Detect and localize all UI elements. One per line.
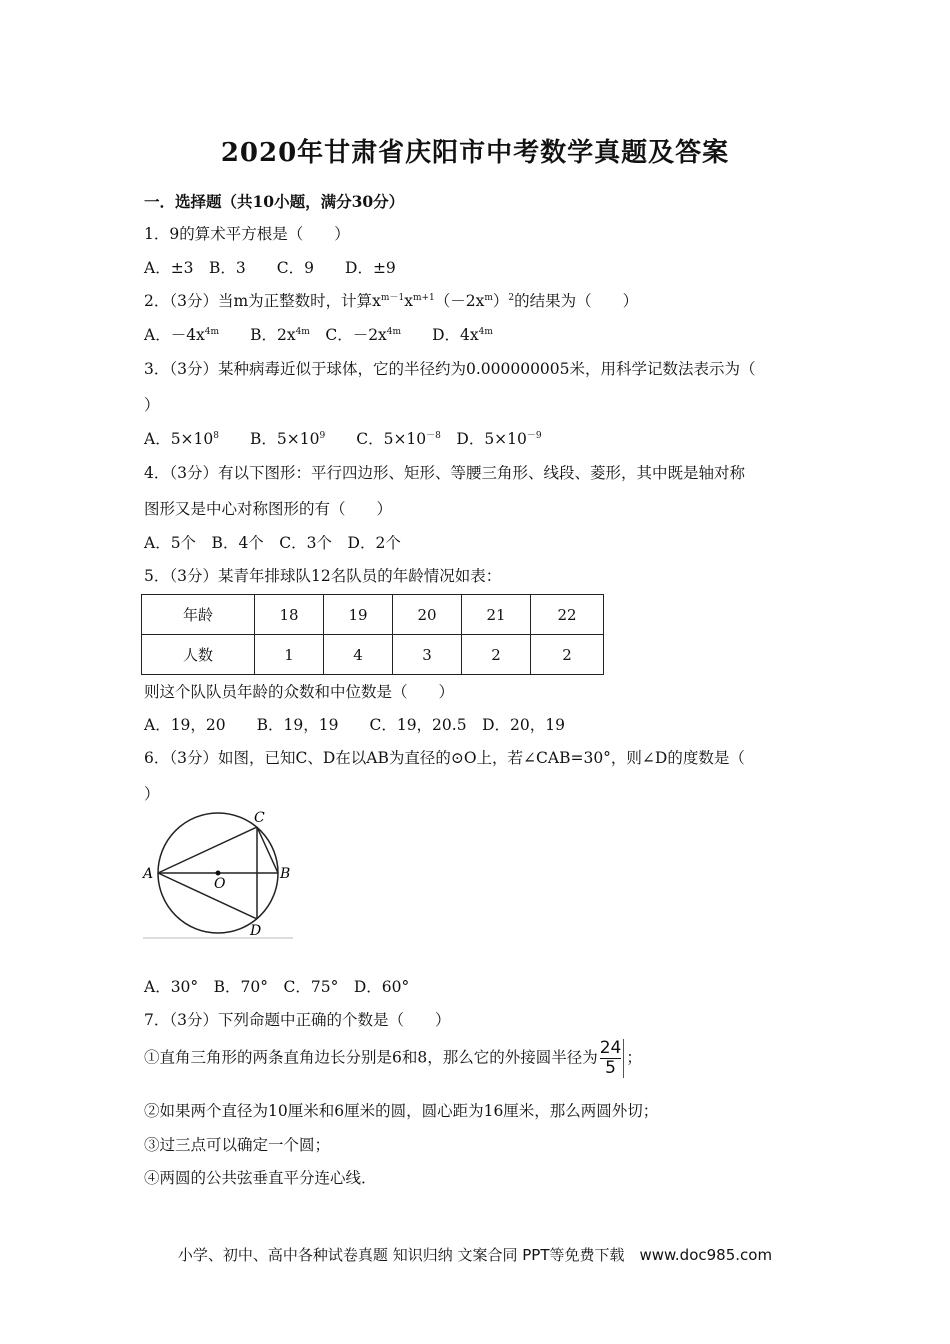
question-5-stem: 5．（3分）某青年排球队12名队员的年龄情况如表：	[144, 567, 502, 585]
table-cell-label: 人数	[142, 635, 255, 675]
footer-text: 小学、初中、高中各种试卷真题 知识归纳 文案合同 PPT等免费下载 www.doc985.com	[177, 1246, 773, 1264]
statement-4: ④两圆的公共弦垂直平分连心线．	[144, 1169, 377, 1187]
question-3-options: A．$5\times 10^8$ B．$5\times 10^9$ C．$5\times 10^{-8}$ D．$5\times 10^{-9}$	[144, 430, 542, 448]
question-6-stem: 6．（3分）如图，已知C、D在以AB为直径的⊙O上，若∠CAB=30°，则∠D的度数是（	[144, 749, 745, 767]
table-cell: 4	[324, 635, 393, 675]
table-row	[142, 595, 604, 635]
question-3-stem-cont: ）	[144, 396, 160, 414]
statement-3: ③过三点可以确定一个圆；	[144, 1136, 331, 1154]
table-cell: 18	[255, 595, 324, 635]
question-1-stem: 1．9的算术平方根是（ ）	[144, 225, 350, 243]
table-cell: 2	[531, 635, 604, 675]
chord-cb	[257, 827, 278, 873]
question-2-options: A．$-4x^{4m}$ B．$2x^{4m}$ C．$-2x^{4m}$ D．$4x^{4m}$	[144, 326, 493, 344]
point-label-d: D	[250, 923, 262, 939]
question-4-stem: 4．（3分）有以下图形：平行四边形、矩形、等腰三角形、线段、菱形，其中既是轴对称	[144, 464, 745, 482]
statement-2: ②如果两个直径为10厘米和6厘米的圆，圆心距为16厘米，那么两圆外切；	[144, 1102, 659, 1120]
question-5-options: A．19，20 B．19，19 C．19，20.5 D．20，19	[144, 716, 565, 734]
question-6-options: A．30° B．70° C．75° D．60°	[144, 978, 410, 996]
point-label-c: C	[254, 810, 265, 826]
age-table	[141, 594, 604, 675]
table-row	[142, 635, 604, 675]
fraction-24-over-5: $\frac{24}{5}$	[600, 1039, 625, 1078]
center-point	[216, 871, 221, 876]
point-label-o: O	[214, 876, 226, 892]
table-cell: 3	[393, 635, 462, 675]
point-label-a: A	[143, 866, 154, 882]
question-4-options: A．5个 B．4个 C．3个 D．2个	[144, 534, 401, 552]
table-cell: 20	[393, 595, 462, 635]
question-3-stem: 3．（3分）某种病毒近似于球体，它的半径约为0.000000005米，用科学记数法表示为（	[144, 360, 756, 378]
table-cell: 2	[462, 635, 531, 675]
table-cell: 1	[255, 635, 324, 675]
table-cell: 22	[531, 595, 604, 635]
point-label-b: B	[280, 866, 291, 882]
question-1-options: A．±3 B．3 C．9 D．±9	[144, 259, 396, 277]
question-6-stem-cont: ）	[144, 785, 160, 803]
question-4-stem-cont: 图形又是中心对称图形的有（ ）	[144, 500, 393, 518]
table-cell-label: 年龄	[142, 595, 255, 635]
circle-geometry-figure	[141, 806, 296, 941]
section-heading: 一．选择题（共10小题，满分30分）	[144, 192, 405, 211]
page-title: 2020年甘肃省庆阳市中考数学真题及答案	[220, 138, 730, 168]
table-cell: 19	[324, 595, 393, 635]
question-5-question: 则这个队队员年龄的众数和中位数是（ ）	[144, 683, 455, 701]
table-cell: 21	[462, 595, 531, 635]
question-2-stem: 2．（3分）当m为正整数时，计算$x^{m-1}x^{m+1}(-2x^m)^2$的结果为（ ）	[144, 292, 639, 310]
statement-1: ①直角三角形的两条直角边长分别是6和8，那么它的外接圆半径为 $\frac{24}{5}$ ；	[144, 1038, 642, 1078]
question-7-stem: 7．（3分）下列命题中正确的个数是（ ）	[144, 1011, 451, 1029]
